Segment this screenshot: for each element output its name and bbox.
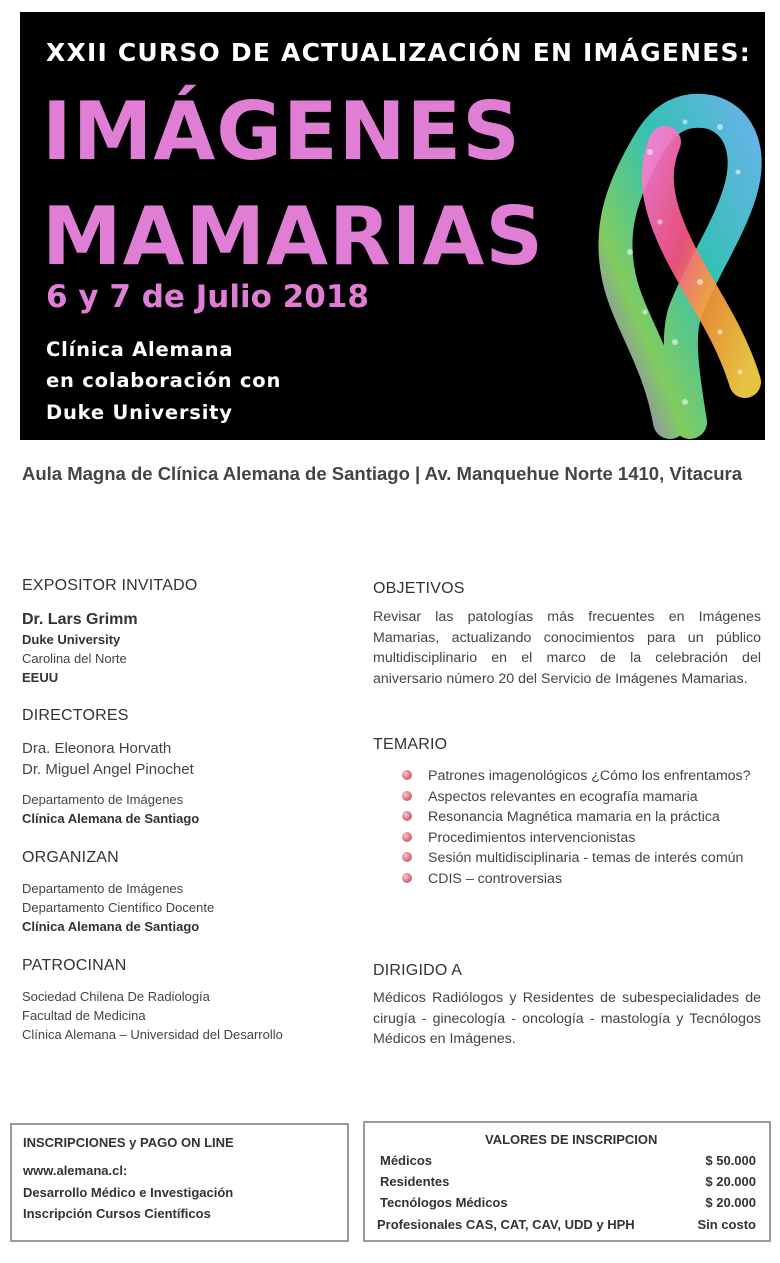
course-title: XXII CURSO DE ACTUALIZACIÓN EN IMÁGENES: [46, 38, 751, 67]
event-date: 6 y 7 de Julio 2018 [46, 279, 369, 315]
list-item: Aspectos relevantes en ecografía mamaria [400, 787, 770, 808]
venue-address: Aula Magna de Clínica Alemana de Santiago | Av. Manquehue Norte 1410, Vitacura [22, 463, 743, 484]
price-label-profesionales: Profesionales CAS, CAT, CAV, UDD y HPH [377, 1217, 635, 1232]
price-value-profesionales: Sin costo [697, 1217, 756, 1232]
event-banner [20, 12, 765, 440]
temario-heading: TEMARIO [373, 736, 448, 753]
temario-list [400, 766, 770, 890]
expositor-country: EEUU [22, 670, 59, 685]
bullet-icon [402, 811, 412, 821]
event-title-line2: MAMARIAS [42, 190, 544, 283]
list-item: Resonancia Magnética mamaria en la práctica [400, 807, 770, 828]
expositor-heading: EXPOSITOR INVITADO [22, 577, 198, 594]
bullet-icon [402, 873, 412, 883]
institution-line1: Clínica Alemana [46, 338, 234, 361]
dirigido-text: Médicos Radiólogos y Residentes de subespecialidades de cirugía - ginecología - oncología - mastología y Tecnólogos Médicos en Imágenes. [373, 990, 761, 1048]
institution-line3: Duke University [46, 401, 233, 424]
list-item: Sesión multidisciplinaria - temas de interés común [400, 848, 770, 869]
patrocinan-line-1: Sociedad Chilena De Radiología [22, 989, 210, 1004]
inscripciones-line-1: Desarrollo Médico e Investigación [23, 1185, 234, 1200]
directores-heading: DIRECTORES [22, 707, 129, 724]
institution-line2: en colaboración con [46, 369, 282, 392]
bullet-icon [402, 852, 412, 862]
price-value-tecnologos: $ 20.000 [705, 1195, 756, 1210]
expositor-region: Carolina del Norte [22, 651, 127, 666]
patrocinan-heading: PATROCINAN [22, 957, 127, 974]
objetivos-text: Revisar las patologías más frecuentes en Imágenes Mamarias, actualizando conocimientos para un público multidisciplinario en el marco de la celebración del aniversario número 20 del Servicio de Imágenes Mamarias. [373, 609, 761, 687]
list-item: Patrones imagenológicos ¿Cómo los enfrentamos? [400, 766, 770, 787]
organizan-heading: ORGANIZAN [22, 849, 119, 866]
bullet-icon [402, 770, 412, 780]
website-link[interactable]: www.alemana.cl: [23, 1163, 128, 1178]
price-label-medicos: Médicos [380, 1153, 433, 1168]
objetivos-heading: OBJETIVOS [373, 580, 465, 597]
price-label-tecnologos: Tecnólogos Médicos [380, 1195, 508, 1210]
dirigido-heading: DIRIGIDO A [373, 962, 463, 979]
bullet-icon [402, 791, 412, 801]
expositor-name: Dr. Lars Grimm [22, 611, 138, 628]
inscripciones-line-2: Inscripción Cursos Científicos [23, 1206, 211, 1221]
price-value-medicos: $ 50.000 [705, 1153, 756, 1168]
inscripciones-box [10, 1123, 349, 1242]
patrocinan-line-2: Facultad de Medicina [22, 1008, 146, 1023]
list-item: Procedimientos intervencionistas [400, 828, 770, 849]
director-1: Dra. Eleonora Horvath [22, 740, 172, 757]
directores-department: Departamento de Imágenes [22, 792, 184, 807]
bullet-icon [402, 832, 412, 842]
organizan-line-2: Departamento Científico Docente [22, 900, 215, 915]
patrocinan-line-3: Clínica Alemana – Universidad del Desarrollo [22, 1027, 283, 1042]
valores-box [363, 1121, 771, 1242]
expositor-affiliation: Duke University [22, 632, 121, 647]
inscripciones-heading: INSCRIPCIONES y PAGO ON LINE [23, 1135, 234, 1150]
list-item: CDIS – controversias [400, 869, 770, 890]
valores-heading: VALORES DE INSCRIPCION [485, 1132, 658, 1147]
breast-cancer-ribbon-icon [590, 82, 765, 440]
price-value-residentes: $ 20.000 [705, 1174, 756, 1189]
price-label-residentes: Residentes [380, 1174, 450, 1189]
organizan-line-1: Departamento de Imágenes [22, 881, 184, 896]
event-title-line1: IMÁGENES [42, 85, 521, 178]
directores-institution: Clínica Alemana de Santiago [22, 811, 200, 826]
director-2: Dr. Miguel Angel Pinochet [22, 761, 194, 778]
organizan-institution: Clínica Alemana de Santiago [22, 919, 200, 934]
